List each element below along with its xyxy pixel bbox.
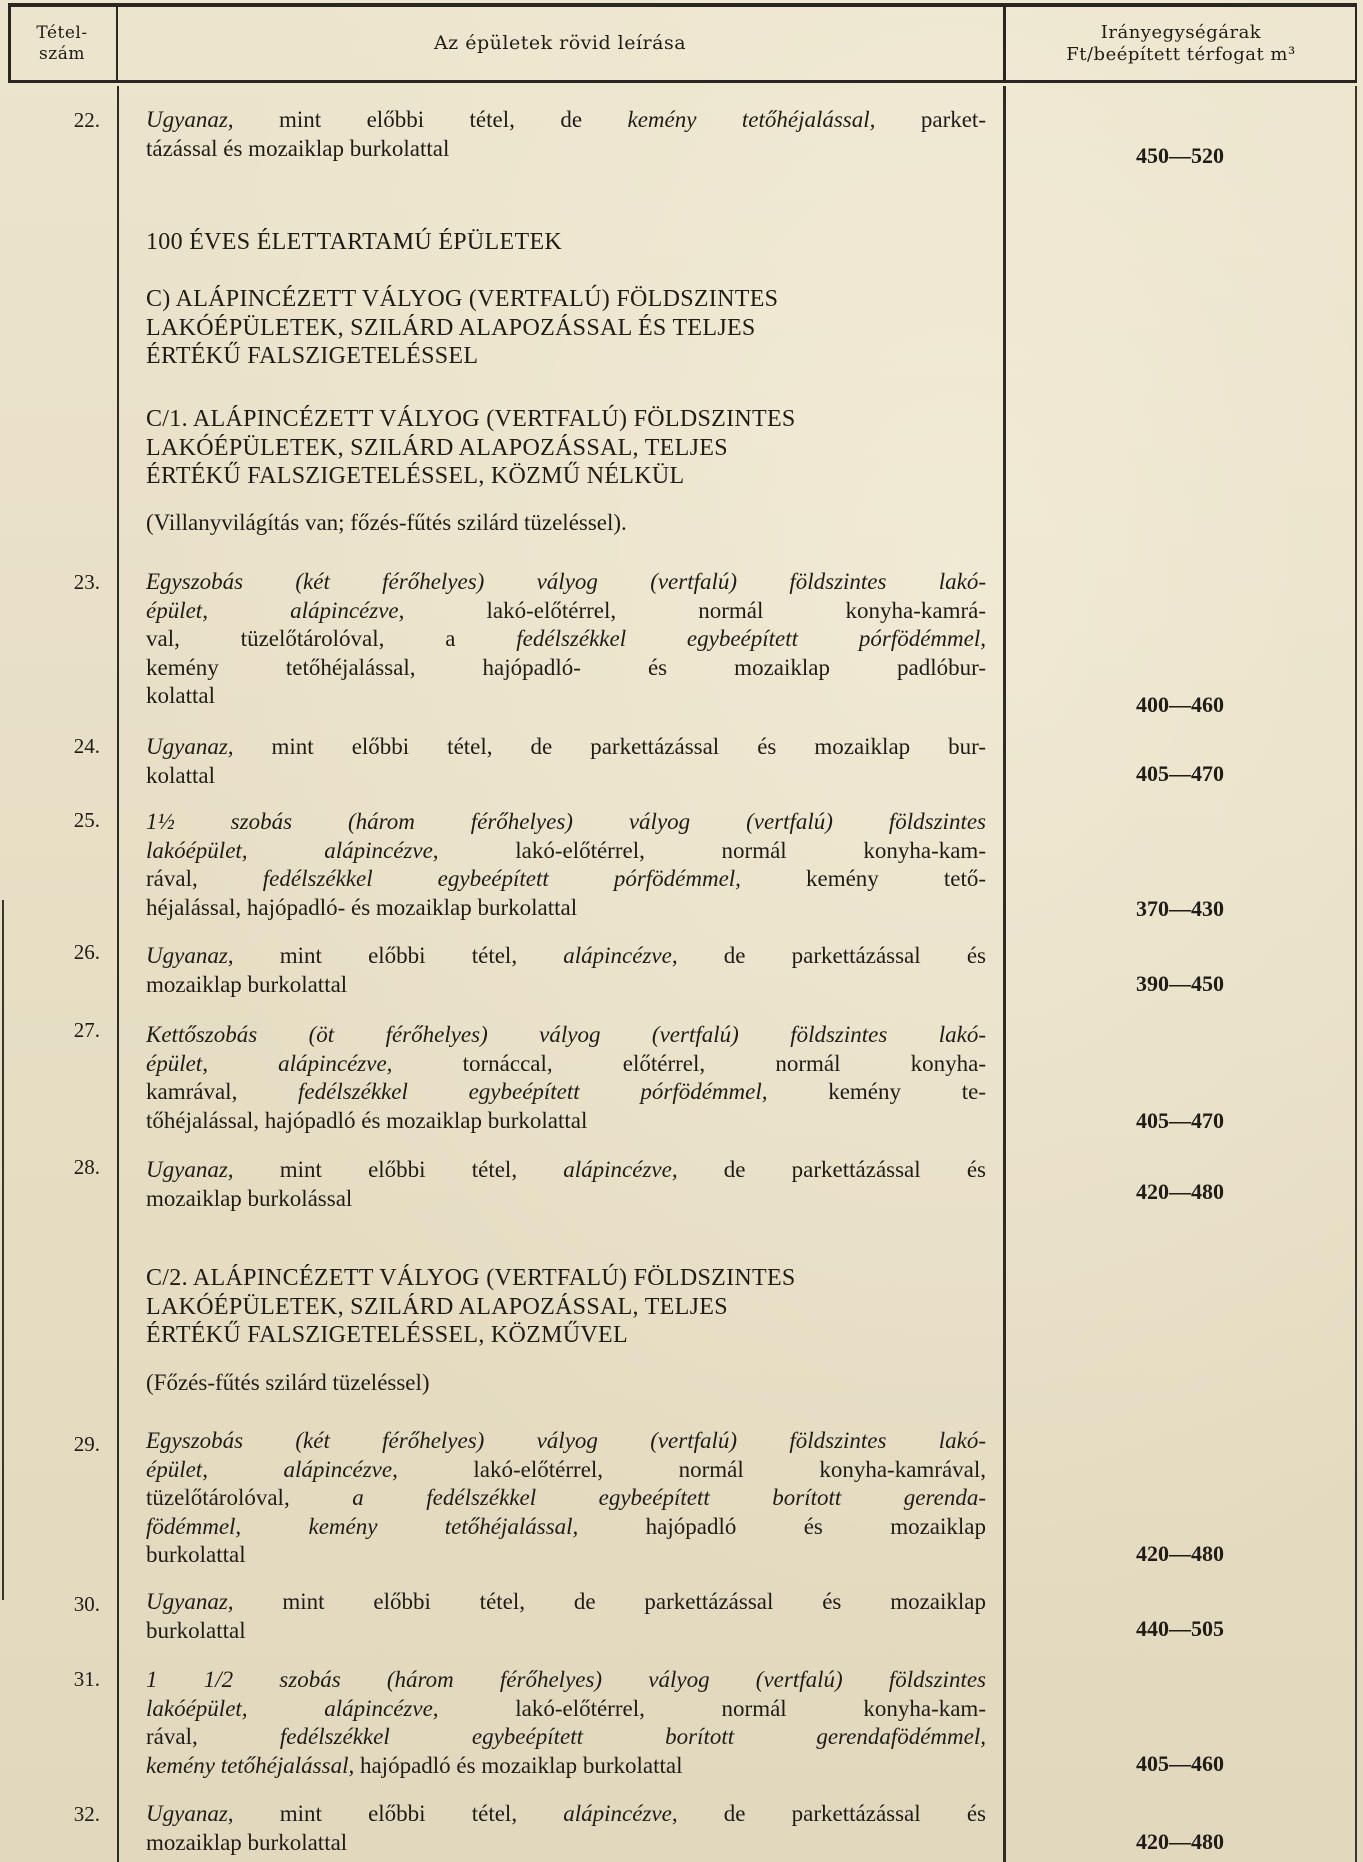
item-description-line: lakóépület, alápincézve, lakó-előtérrel, normál konyha-kam- <box>146 1695 986 1721</box>
item-price: 390—450 <box>1136 971 1224 996</box>
item-description <box>146 733 986 790</box>
item-description-line: Ugyanaz, mint előbbi tétel, de parkettázással és mozaiklap <box>146 1589 986 1614</box>
item-description-line: Egyszobás (két férőhelyes) vályog (vertfalú) földszintes lakó- <box>146 569 986 594</box>
item-description-line: Ugyanaz, mint előbbi tétel, de kemény tetőhéjalással, parket- <box>146 107 986 132</box>
item-description-line: Ugyanaz, mint előbbi tétel, de parkettázással és mozaiklap bur- <box>146 734 986 759</box>
item-price: 405—470 <box>1136 1108 1224 1133</box>
section-heading-c1 <box>146 405 986 491</box>
item-number: 22. <box>73 108 100 132</box>
section-heading-c-line: ÉRTÉKŰ FALSZIGETELÉSSEL <box>146 343 479 369</box>
section-note-c2: (Főzés-fűtés szilárd tüzeléssel) <box>146 1370 430 1395</box>
section-note-c1: (Villanyvilágítás van; főzés-fűtés szilárd tüzeléssel). <box>146 510 627 535</box>
item-number: 26. <box>73 940 100 964</box>
item-price: 440—505 <box>1136 1616 1224 1641</box>
item-description <box>146 1021 986 1135</box>
item-number: 23. <box>73 570 100 594</box>
item-description <box>146 808 986 922</box>
item-description-line: lakóépület, alápincézve, lakó-előtérrel, normál konyha-kam- <box>146 837 986 863</box>
item-price: 420—480 <box>1136 1179 1224 1204</box>
section-heading-c2-line: C/2. ALÁPINCÉZETT VÁLYOG (VERTFALÚ) FÖLDSZINTES <box>146 1265 796 1291</box>
item-description-line: héjalással, hajópadló- és mozaiklap burkolattal <box>146 894 578 920</box>
section-heading-c-line: LAKÓÉPÜLETEK, SZILÁRD ALAPOZÁSSAL ÉS TELJES <box>146 314 756 341</box>
item-description <box>146 1427 986 1570</box>
item-description-line: kolattal <box>146 683 215 708</box>
section-heading-c1-line: C/1. ALÁPINCÉZETT VÁLYOG (VERTFALÚ) FÖLDSZINTES <box>146 406 796 432</box>
section-heading-c <box>146 285 986 371</box>
item-number: 24. <box>73 734 100 758</box>
item-description-line: tőhéjalással, hajópadló és mozaiklap burkolattal <box>146 1107 588 1133</box>
item-price: 450—520 <box>1136 143 1224 168</box>
item-description-line: val, tüzelőtárolóval, a fedélszékkel egybeépített pórfödémmel, <box>146 626 986 651</box>
section-heading-c1-line: ÉRTÉKŰ FALSZIGETELÉSSEL, KÖZMŰ NÉLKÜL <box>146 463 685 489</box>
item-number: 28. <box>73 1155 100 1179</box>
item-description-line: mozaiklap burkolattal <box>146 1829 348 1855</box>
item-description <box>146 1588 986 1645</box>
item-description-line: kemény tetőhéjalással, hajópadló és mozaiklap burkolattal <box>146 1752 683 1778</box>
item-price: 420—480 <box>1136 1541 1224 1566</box>
item-description-line: épület, alápincézve, lakó-előtérrel, normál konyha-kamrá- <box>146 597 987 623</box>
item-number: 25. <box>73 808 100 832</box>
header-description: Az épületek rövid leírása <box>433 32 687 55</box>
header-item-number-line-2: szám <box>39 44 85 64</box>
item-description-line: burkolattal <box>146 1617 246 1643</box>
item-number: 32. <box>73 1802 100 1826</box>
header-item-number-line-1: Tétel- <box>36 22 88 43</box>
item-description <box>146 568 986 711</box>
item-description-line: épület, alápincézve, tornáccal, előtérrel, normál konyha- <box>146 1050 987 1076</box>
item-price: 400—460 <box>1136 692 1224 717</box>
left-margin-rule <box>2 900 4 1600</box>
item-description-line: Kettőszobás (öt férőhelyes) vályog (vertfalú) földszintes lakó- <box>146 1022 986 1047</box>
item-description-line: kamrával, fedélszékkel egybeépített pórfödémmel, kemény te- <box>146 1079 986 1104</box>
item-number: 30. <box>73 1592 100 1616</box>
price-column-divider <box>1003 86 1006 1862</box>
header-bottom-rule <box>8 80 1357 83</box>
item-description-line: 1 1/2 szobás (három férőhelyes) vályog (vertfalú) földszintes <box>146 1667 986 1692</box>
section-heading-c2-line: LAKÓÉPÜLETEK, SZILÁRD ALAPOZÁSSAL, TELJES <box>146 1293 728 1320</box>
item-description-line: rával, fedélszékkel egybeépített borított gerendafödémmel, <box>146 1724 987 1749</box>
section-heading-c1-line: LAKÓÉPÜLETEK, SZILÁRD ALAPOZÁSSAL, TELJES <box>146 434 728 461</box>
item-number: 29. <box>73 1432 100 1456</box>
item-price: 405—460 <box>1136 1751 1224 1776</box>
item-description-line: épület, alápincézve, lakó-előtérrel, normál konyha-kamrával, <box>146 1456 987 1482</box>
section-heading-c2-line: ÉRTÉKŰ FALSZIGETELÉSSEL, KÖZMŰVEL <box>146 1322 628 1348</box>
item-description-line: mozaiklap burkolattal <box>146 971 348 997</box>
item-description-line: Ugyanaz, mint előbbi tétel, alápincézve, de parkettázással és <box>146 1801 986 1826</box>
item-description <box>146 942 986 999</box>
item-description-line: kolattal <box>146 762 215 788</box>
header-unit-price <box>1005 8 1357 80</box>
item-description-line: Egyszobás (két férőhelyes) vályog (vertfalú) földszintes lakó- <box>146 1428 986 1453</box>
section-heading-c-line: C) ALÁPINCÉZETT VÁLYOG (VERTFALÚ) FÖLDSZINTES <box>146 286 779 312</box>
item-description <box>146 1800 986 1857</box>
item-description-line: Ugyanaz, mint előbbi tétel, alápincézve, de parkettázással és <box>146 943 986 968</box>
header-item-number <box>8 8 116 80</box>
section-heading-c2 <box>146 1264 986 1350</box>
item-number: 27. <box>73 1018 100 1042</box>
item-description <box>146 1666 986 1780</box>
section-heading-lifetime: 100 ÉVES ÉLETTARTAMÚ ÉPÜLETEK <box>146 229 563 255</box>
item-price: 420—480 <box>1136 1829 1224 1854</box>
item-description-line: mozaiklap burkolással <box>146 1185 353 1211</box>
item-description-line: tázással és mozaiklap burkolattal <box>146 135 450 161</box>
item-description <box>146 106 986 163</box>
header-top-rule <box>8 3 1357 7</box>
item-description-line: Ugyanaz, mint előbbi tétel, alápincézve, de parkettázással és <box>146 1157 986 1182</box>
header-unit-price-line-2: Ft/beépített térfogat m³ <box>1066 44 1296 65</box>
item-description-line: rával, fedélszékkel egybeépített pórfödémmel, kemény tető- <box>146 866 986 891</box>
header-unit-price-line-1: Irányegységárak <box>1100 21 1262 43</box>
item-price: 405—470 <box>1136 761 1224 786</box>
item-description-line: födémmel, kemény tetőhéjalással, hajópadló és mozaiklap <box>146 1513 986 1539</box>
item-description <box>146 1156 986 1213</box>
item-description-line: 1½ szobás (három férőhelyes) vályog (vertfalú) földszintes <box>146 809 986 834</box>
right-border <box>1355 86 1357 1862</box>
item-description-line: burkolattal <box>146 1542 246 1567</box>
item-description-line: tüzelőtárolóval, a fedélszékkel egybeépített borított gerenda- <box>146 1485 986 1510</box>
number-column-divider <box>117 86 119 1862</box>
item-description-line: kemény tetőhéjalással, hajópadló- és mozaiklap padlóbur- <box>146 654 986 680</box>
item-price: 370—430 <box>1136 896 1224 921</box>
item-number: 31. <box>73 1667 100 1691</box>
